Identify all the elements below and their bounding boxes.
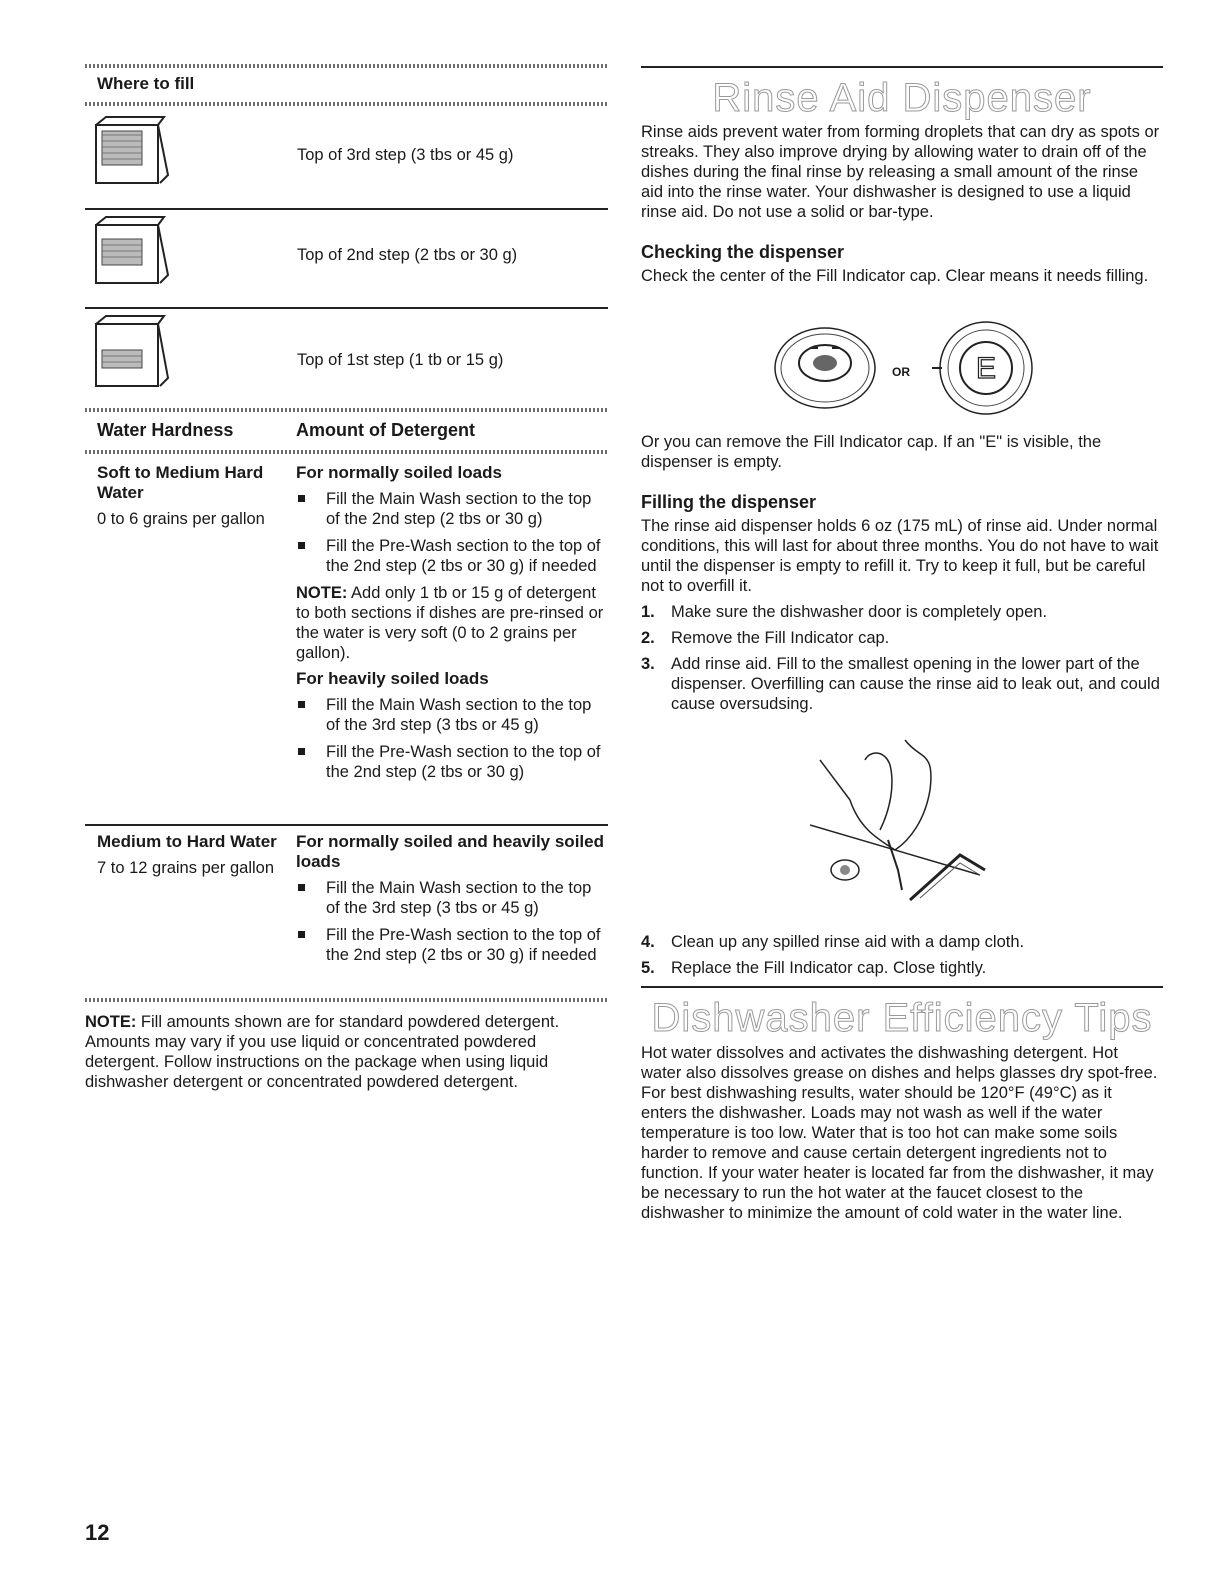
step-text: Add rinse aid. Fill to the smallest opening in the lower part of the dispenser. Overfilling can cause the rinse aid to leak out, and could cause oversudsing. [671, 655, 1160, 713]
svg-text:E: E [975, 352, 997, 385]
soft-water-grains: 0 to 6 grains per gallon [97, 510, 265, 528]
step-number: 1. [641, 603, 655, 621]
list-item [641, 932, 1161, 952]
row-divider [85, 824, 608, 826]
fill-level-3rd: Top of 3rd step (3 tbs or 45 g) [297, 146, 514, 164]
top-rule [85, 64, 608, 68]
list-item: Fill the Pre-Wash section to the top of the 2nd step (2 tbs or 30 g) if needed [296, 925, 604, 965]
rinse-aid-title: Rinse Aid Dispenser [712, 76, 1092, 120]
fill-level-2nd: Top of 2nd step (2 tbs or 30 g) [297, 246, 518, 264]
tips-section-rule [641, 986, 1163, 988]
col-header-water-hardness: Water Hardness [97, 420, 234, 440]
page-number: 12 [85, 1520, 110, 1545]
detergent-cup-3rd-step-icon [88, 115, 168, 195]
step-text: Replace the Fill Indicator cap. Close tightly. [671, 959, 987, 977]
where-to-fill-rule [85, 102, 608, 106]
where-to-fill-heading: Where to fill [97, 74, 195, 93]
rinse-intro: Rinse aids prevent water from forming droplets that can dry as spots or streaks. They also improve drying by allowing water to drain off of the dishes during the final rinse by releasing a small amount of the rinse aid into the rinse water. Your dishwasher is designed to use a liquid rinse aid. Do not use a solid or bar-type. [641, 123, 1160, 221]
list-item [641, 958, 1161, 978]
pouring-rinse-aid-illustration [810, 730, 990, 910]
list-item: Fill the Main Wash section to the top of the 3rd step (3 tbs or 45 g) [296, 878, 604, 918]
filling-steps-list [641, 602, 1161, 720]
row-divider [85, 307, 608, 309]
normal-loads-heading: For normally soiled loads [296, 463, 502, 482]
note-label: NOTE: [85, 1013, 137, 1031]
filling-text: The rinse aid dispenser holds 6 oz (175 mL) of rinse aid. Under normal conditions, this will last for about three months. You do not have to wait until the dispenser is empty to refill it. Try to keep it full, but be careful not to overfill it. [641, 517, 1159, 595]
heavy-loads-heading: For heavily soiled loads [296, 669, 489, 688]
list-item: Fill the Main Wash section to the top of the 2nd step (2 tbs or 30 g) [296, 489, 604, 529]
step-text: Make sure the dishwasher door is completely open. [671, 603, 1048, 621]
filling-heading: Filling the dispenser [641, 492, 817, 512]
checking-heading: Checking the dispenser [641, 242, 845, 262]
hard-water-amount-cell [296, 832, 604, 972]
fill-level-1st: Top of 1st step (1 tb or 15 g) [297, 351, 504, 369]
hard-water-title: Medium to Hard Water [97, 832, 277, 851]
final-steps-list [641, 932, 1161, 984]
step-number: 5. [641, 959, 655, 977]
step-number: 2. [641, 629, 655, 647]
soft-water-amount-cell [296, 463, 604, 789]
fill-indicator-cap-e-icon [928, 318, 1046, 418]
hard-water-cell [97, 832, 277, 878]
step-text: Clean up any spilled rinse aid with a damp cloth. [671, 933, 1025, 951]
checking-text: Check the center of the Fill Indicator cap. Clear means it needs filling. [641, 267, 1149, 285]
remove-cap-text: Or you can remove the Fill Indicator cap. If an "E" is visible, the dispenser is empty. [641, 433, 1102, 471]
step-number: 4. [641, 933, 655, 951]
list-item [641, 628, 1161, 648]
detergent-cup-2nd-step-icon [88, 215, 168, 295]
list-item: Fill the Pre-Wash section to the top of the 2nd step (2 tbs or 30 g) [296, 742, 604, 782]
hard-water-grains: 7 to 12 grains per gallon [97, 859, 275, 877]
soft-note [296, 583, 604, 663]
fill-amounts-note [85, 1012, 605, 1092]
efficiency-tips-title: Dishwasher Efficiency Tips [651, 996, 1153, 1040]
note-label: NOTE: [296, 584, 348, 602]
table-top-rule [85, 408, 608, 412]
step-text: Remove the Fill Indicator cap. [671, 629, 890, 647]
list-item [641, 602, 1161, 622]
all-loads-heading: For normally soiled and heavily soiled loads [296, 832, 604, 871]
detergent-cup-1st-step-icon [88, 314, 168, 394]
soft-water-title: Soft to Medium Hard Water [97, 463, 264, 502]
note-text: Fill amounts shown are for standard powdered detergent. Amounts may vary if you use liquid or concentrated powdered detergent. Follow instructions on the package when using liquid dishwasher detergent or concentrated powdered detergent. [85, 1013, 560, 1091]
note-text: Add only 1 tb or 15 g of detergent to both sections if dishes are pre-rinsed or the water is very soft (0 to 2 grains per gallon). [296, 584, 604, 662]
fill-indicator-cap-clear-icon [770, 318, 880, 418]
or-label: OR [892, 365, 910, 379]
row-divider [85, 208, 608, 210]
list-item: Fill the Pre-Wash section to the top of the 2nd step (2 tbs or 30 g) if needed [296, 536, 604, 576]
table-bottom-rule [85, 998, 608, 1002]
efficiency-tips-text: Hot water dissolves and activates the dishwashing detergent. Hot water also dissolves grease on dishes and helps glasses dry spot-free. For best dishwashing results, water should be 120°F (49°C) as it enters the dishwasher. Loads may not wash as well if the water temperature is too low. Water that is too hot can make some soils harder to remove and cause certain detergent ingredients not to function. If your water heater is located far from the dishwasher, it may be necessary to run the hot water at the faucet closest to the dishwasher to minimize the amount of cold water in the water line. [641, 1044, 1158, 1222]
list-item: Fill the Main Wash section to the top of the 3rd step (3 tbs or 45 g) [296, 695, 604, 735]
col-header-amount: Amount of Detergent [296, 420, 475, 440]
soft-water-cell [97, 463, 277, 529]
list-item [641, 654, 1161, 714]
table-header-rule [85, 450, 608, 454]
rinse-section-rule [641, 66, 1163, 68]
step-number: 3. [641, 655, 655, 673]
